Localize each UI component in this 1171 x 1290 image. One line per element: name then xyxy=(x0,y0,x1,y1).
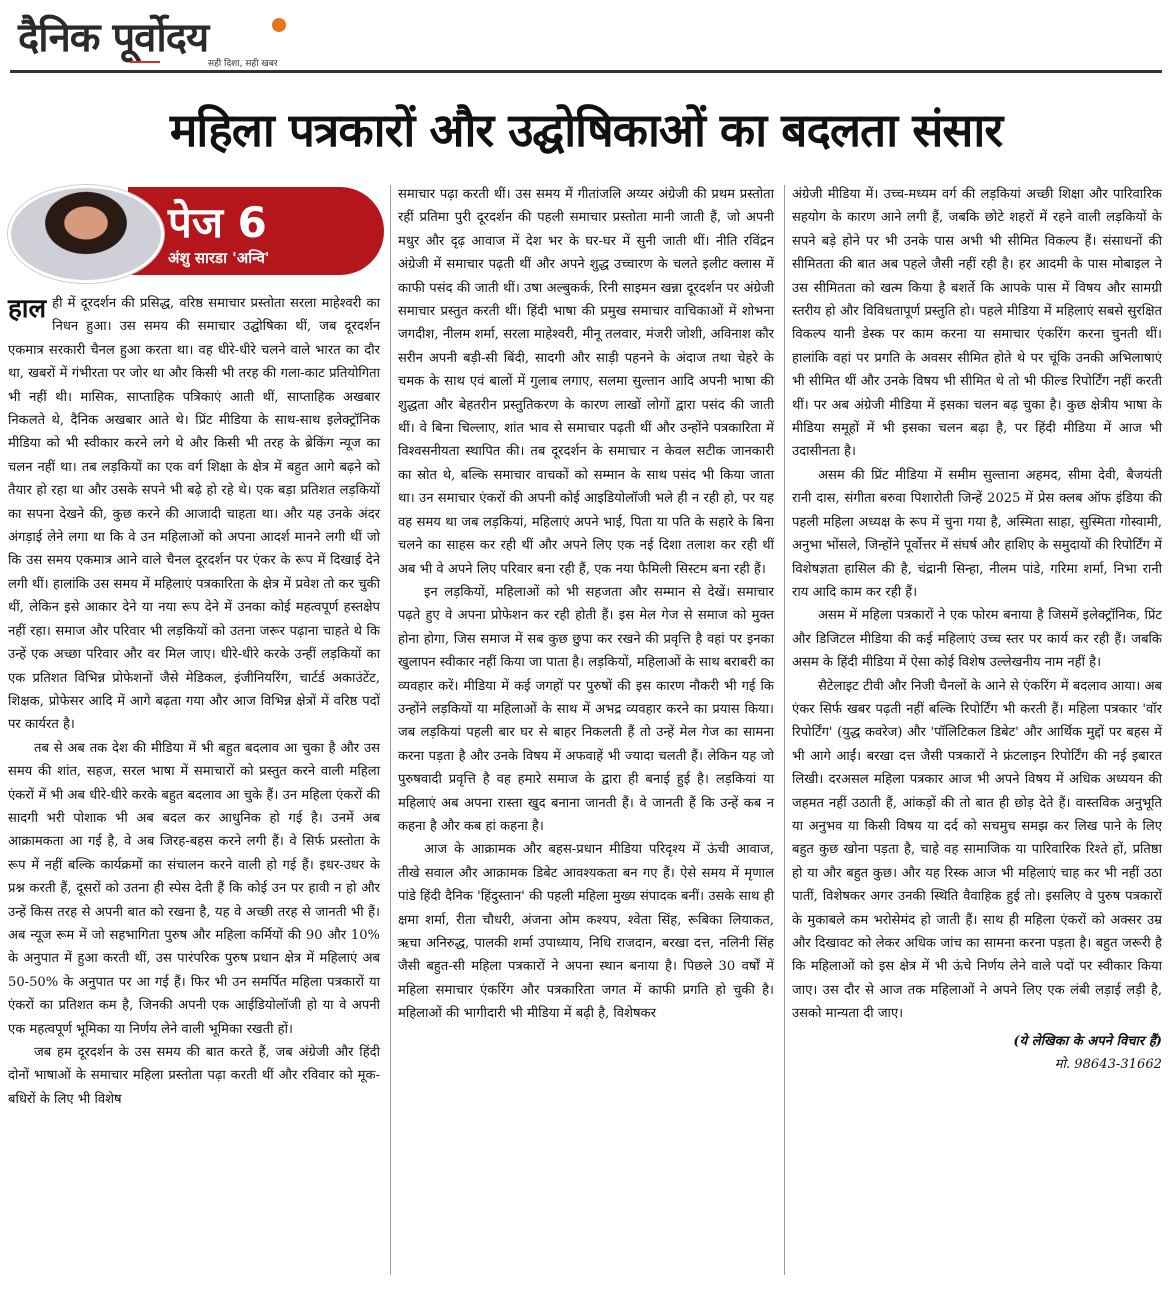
paragraph: असम में महिला पत्रकारों ने एक फोरम बनाया है जिसमें इलेक्ट्रॉनिक, प्रिंट और डिजिटल मीडिया की कई महिलाएं उच्च स्तर पर कार्य कर रही हैं। जबकि असम के हिंदी मीडिया में ऐसा कोई विशेष उल्लेखनीय नाम नहीं है। xyxy=(792,608,1162,671)
paragraph: सैटेलाइट टीवी और निजी चैनलों के आने से एंकरिंग में बदलाव आया। अब एंकर सिर्फ खबर पढ़ती नहीं बल्कि रिपोर्टिंग भी करती हैं। महिला पत्रकार 'वॉर रिपोर्टिंग' (युद्ध कवरेज) और 'पॉलिटिकल डिबेट' और आर्थिक मुद्दों पर बहस में भी आगे आईं। बरखा दत्त जैसी पत्रकारों ने फ्रंटलाइन रिपोर्टिंग की नई इबारत लिखी। दरअसल महिला पत्रकार आज भी अपने विषय में अधिक अध्ययन की जहमत नहीं उठाती हैं, आंकड़ों की तो बात ही छोड़ देते हैं। वास्तविक अनुभूति या अनुभव या किसी विषय या दर्द को सचमुच समझ कर लिख पाने के लिए बहुत कुछ खोना पड़ता है, चाहे वह सामाजिक या पारिवारिक रिश्ते हों, प्रतिष्ठा हो या और बहुत कुछ। और यह रिस्क आज भी महिलाएं चाह कर भी नहीं उठा पातीं, विशेषकर अगर उनकी स्थिति वैवाहिक हुई तो। इसलिए वे पुरुष पत्रकारों के मुकाबले कम भरोसेमंद हो जाती हैं। साथ ही महिला एंकरों को अक्सर उम्र और दिखावट को लेकर अधिक जांच का सामना करना पड़ता है। बहुत जरूरी है कि महिलाओं को इस क्षेत्र में भी ऊंचे निर्णय लेने वाले पदों पर स्वीकार किया जाए। उस दौर से आज तक महिलाओं ने अपने लिए एक लंबी लड़ाई लड़ी है, उसको मान्यता दी जाए। xyxy=(792,678,1162,1022)
paragraph: असम की प्रिंट मीडिया में समीम सुल्ताना अहमद, सीमा देवी, बैजयंती रानी दास, संगीता बरुवा पिशारोती जिन्हें 2025 में प्रेस क्लब ऑफ इंडिया की पहली महिला अध्यक्ष के रूप में चुना गया है, अस्मिता साहा, सुस्मिता गोस्वामी, अनुभा भोंसले, जिन्होंने पूर्वोत्तर में संघर्ष और हाशिए के समुदायों की रिपोर्टिंग में विशेषज्ञता हासिल की है, चंद्रानी सिन्हा, नीलम पांडे, गरिमा शर्मा, निभा रानी राय आदि काम कर रही हैं। xyxy=(792,467,1162,600)
article-column-1 xyxy=(8,292,380,1282)
logo-dot-icon xyxy=(272,18,286,32)
author-disclaimer: (ये लेखिका के अपने विचार हैं) xyxy=(1013,1033,1162,1049)
paragraph: समाचार पढ़ा करती थीं। उस समय में गीतांजलि अय्यर अंग्रेजी की प्रथम प्रस्तोता रहीं प्रतिमा पुरी दूरदर्शन की पहली समाचार प्रस्तोता मानी जाती हैं, जो अपनी मधुर और दृढ़ आवाज में देश भर के घर-घर में सुनी जाती थीं। नीति रविंद्रन अंग्रेजी में समाचार पढ़ती थीं और अपने शुद्ध उच्चारण के चलते इलीट क्लास में काफी पसंद की जाती थीं। उषा अल्बुकर्क, रिनी साइमन खन्ना दूरदर्शन पर अंग्रेजी समाचार प्रस्तुत करती थीं। हिंदी भाषा की प्रमुख समाचार वाचिकाओं में शोभना जगदीश, नीलम शर्मा, सरला माहेश्वरी, मीनू तलवार, मंजरी जोशी, अविनाश कौर सरीन अपनी बड़ी-सी बिंदी, सादगी और साड़ी पहनने के अंदाज तथा चेहरे के चमक के साथ एवं बालों में गुलाब लगाए, सलमा सुल्तान आदि अपनी भाषा की शुद्धता और बेहतरीन प्रस्तुतिकरण के कारण लाखों लोगों द्वारा पसंद की जाती थीं। वे बिना चिल्लाए, शांत भाव से समाचार पढ़ती थीं और उन्होंने पत्रकारिता में विश्वसनीयता स्थापित की। तब दूरदर्शन के समाचार न केवल सटीक जानकारी का स्रोत थे, बल्कि समाचार वाचकों को सम्मान के साथ पसंद भी किया जाता था। उन समाचार एंकरों की अपनी कोई आइडियोलॉजी भले ही न रही हो, पर यह वह समय था जब लड़कियां, महिलाएं अपने भाई, पिता या पति के सहारे के बिना चलने का साहस कर रही थीं और अपने लिए एक नई दिशा तलाश कर रही थीं अब भी वे अपने लिए परिवार बना रही हैं, एक नया फैमिली सिस्टम बना रही हैं। xyxy=(398,187,774,577)
headline: महिला पत्रकारों और उद्घोषिकाओं का बदलता संसार xyxy=(169,103,1003,157)
divider xyxy=(130,61,160,63)
dropcap: हाल xyxy=(8,294,47,324)
column-divider xyxy=(390,185,391,1275)
column-divider xyxy=(784,185,785,1275)
paragraph: तब से अब तक देश की मीडिया में भी बहुत बदलाव आ चुका है और उस समय की शांत, सहज, सरल भाषा में समाचारों को प्रस्तुत करने वाली महिला एंकरों में भी अब धीरे-धीरे करके बहुत बदलाव आ चुके हैं। उन महिला एंकरों की सादगी भरी पोशाक भी अब बदल कर आधुनिक हो गई है। उनमें अब आक्रामकता आ गई है, वे अब जिरह-बहस करने लगी हैं। वे सिर्फ प्रस्तोता के रूप में नहीं बल्कि कार्यक्रमों का संचालन करने वाली हो गई हैं। इधर-उधर के प्रश्न करती हैं, दूसरों को उतना ही स्पेस देती हैं कि कोई उन पर हावी न हो और उन्हें किस तरह से अपनी बात को रखना है, यह वे अच्छी तरह से जानती भी हैं। अब न्यूज रूम में जो सहभागिता पुरुष और महिला कर्मियों की 90 और 10% के अनुपात में हुआ करती थीं, उस पारंपरिक पुरुष प्रधान क्षेत्र में महिलाएं अब 50-50% के अनुपात पर आ गई हैं। फिर भी उन समर्पित महिला पत्रकारों या एंकरों का प्रतिशत कम है, जिनकी अपनी एक आईडियोलॉजी हो या वे अपनी एक महत्वपूर्ण भूमिका या निर्णय लेने वाली भूमिका रखती हों। xyxy=(8,740,380,1037)
paragraph: आज के आक्रामक और बहस-प्रधान मीडिया परिदृश्य में ऊंची आवाज, तीखे सवाल और आक्रामक डिबेट आवश्यकता बन गए हैं। ऐसे समय में मृणाल पांडे हिंदी दैनिक 'हिंदुस्तान' की पहली महिला मुख्य संपादक बनीं। उसके साथ ही क्षमा शर्मा, रीता चौधरी, अंजना ओम कश्यप, श्वेता सिंह, रूबिका लियाकत, ऋचा अनिरुद्ध, पालकी शर्मा उपाध्याय, निधि राजदान, बरखा दत्त, नलिनी सिंह जैसी बहुत-सी महिला पत्रकारों ने अपना स्थान बनाया है। पिछले 30 वर्षों में महिला समाचार एंकरिंग और पत्रकारिता जगत में काफी प्रगति हो चुकी है। महिलाओं की भागीदारी भी मीडिया में बढ़ी है, विशेषकर xyxy=(398,842,774,1022)
byline-box xyxy=(8,185,380,280)
top-rule xyxy=(10,70,1162,73)
paragraph xyxy=(8,292,380,737)
article-column-3 xyxy=(792,183,1162,1283)
masthead xyxy=(10,6,290,72)
newspaper-tagline: सही दिशा, सही खबर xyxy=(208,59,278,69)
paragraph: जब हम दूरदर्शन के उस समय की बात करते हैं, जब अंग्रेजी और हिंदी दोनों भाषाओं के समाचार महिला प्रस्तोता पढ़ा करती थीं और रविवार को मूक-बधिरों के लिए भी विशेष xyxy=(8,1045,380,1107)
author-name: अंशु सारडा 'अन्वि' xyxy=(168,249,270,267)
author-phone: मो. 98643-31662 xyxy=(1054,1057,1162,1073)
newspaper-title: दैनिक पूर्वोदय xyxy=(18,15,209,61)
paragraph: अंग्रेजी मीडिया में। उच्च-मध्यम वर्ग की लड़कियां अच्छी शिक्षा और पारिवारिक सहयोग के कारण आने लगी हैं, जबकि छोटे शहरों में रहने वाली लड़कियों के सपने बड़े होने पर भी उनके पास अभी भी सीमित विकल्प हैं। संसाधनों की सीमितता की बात अब पहले जैसी नहीं रही है। हर आदमी के पास मोबाइल ने उस सीमितता को खत्म किया है बशर्ते कि आपके पास में विषय और सामग्री स्तरीय हो और विविधतापूर्ण प्रस्तुति हो। पहले मीडिया में महिलाएं सबसे सुरक्षित विकल्प यानी डेस्क पर काम करना या समाचार एंकरिंग करना चुनती थीं। हालांकि वहां पर प्रगति के अवसर सीमित होते थे पर चूंकि उनकी अभिलाषाएं भी सीमित थीं और उनके विषय भी सीमित थे तो भी फील्ड रिपोर्टिंग नहीं करती थीं। पर अब अंग्रेजी मीडिया में इसका चलन बढ़ चुका है। कुछ क्षेत्रीय भाषा के मीडिया समूहों में भी इसका चलन बढ़ा है, पर हिंदी मीडिया में आज भी उदासीनता है। xyxy=(792,187,1162,460)
page-label: पेज 6 xyxy=(168,198,267,247)
article-column-2 xyxy=(398,183,774,1283)
paragraph-text: ही में दूरदर्शन की प्रसिद्ध, वरिष्ठ समाचार प्रस्तोता सरला माहेश्वरी का निधन हुआ। उस समय की समाचार उद्घोषिका थीं, जब दूरदर्शन एकमात्र सरकारी चैनल हुआ करता था। वह धीरे-धीरे चलने वाले भारत का दौर था, खबरों में गंभीरता पर जोर था और किसी भी तरह की गला-काट प्रतियोगिता भी नहीं थी। मासिक, साप्ताहिक पत्रिकाएं आती थीं, साप्ताहिक अखबार निकलते थे, दैनिक अखबार आते थे। प्रिंट मीडिया के साथ-साथ इलेक्ट्रॉनिक मीडिया को भी स्वीकार करने लगे थे और किसी भी तरह के ब्रेकिंग न्यूज का चलन नहीं था। तब लड़कियों का एक वर्ग शिक्षा के क्षेत्र में बहुत आगे बढ़ने को तैयार हो रहा था और उसके सपने भी बढ़े हो रहे थे। एक बड़ा प्रतिशत लड़कियों का सपना देखने की, कुछ करने की आजादी चाहता था। और यह उनके अंदर अंगड़ाई लेने लगा था कि वे उन महिलाओं को अपना आदर्श मानने लगी थीं जो कि उस समय एकमात्र आने वाले चैनल दूरदर्शन पर एंकर के रूप में दिखाई देने लगी थीं। हालांकि उस समय में महिलाएं पत्रकारिता के क्षेत्र में प्रवेश तो कर चुकी थीं, लेकिन इसे आकार देने या नया रूप देने में उनका कोई महत्वपूर्ण हस्तक्षेप नहीं रहा। समाज और परिवार भी लड़कियों को उतना जरूर पढ़ाना चाहते थे कि उन्हें एक अच्छा परिवार और वर मिल जाए। धीरे-धीरे करके उन्हीं लड़कियों का एक प्रतिशत विभिन्न प्रोफेशनों जैसे मेडिकल, इंजीनियरिंग, चार्टर्ड अकाउंटेंट, शिक्षक, प्रोफेसर आदि में आगे बढ़ता गया और आज विभिन्न क्षेत्रों में वरिष्ठ पदों पर कार्यरत है। xyxy=(8,296,380,733)
paragraph: इन लड़कियों, महिलाओं को भी सहजता और सम्मान से देखें। समाचार पढ़ते हुए वे अपना प्रोफेशन कर रही होती हैं। इस मेल गेज से समाज को मुक्त होना होगा, जिस समाज में सब कुछ छुपा कर रखने की प्रवृत्ति है वहां पर इनका खुलापन स्वीकार नहीं किया जा पाता है। लड़कियों, महिलाओं के साथ बराबरी का व्यवहार करें। मीडिया में कई जगहों पर पुरुषों की इस कारण नौकरी भी गई कि उन्होंने लड़कियों या महिलाओं के साथ में अभद्र व्यवहार करने का प्रयास किया। जब लड़कियां पहली बार घर से बाहर निकलती हैं तो उन्हें मेल गेज का सामना करना पड़ता है और उनके विषय में अफवाहें भी ज्यादा चलती हैं। लेकिन यह जो पुरुषवादी प्रवृत्ति है वह हमारे समाज के द्वारा ही बनाई हुई है। लड़कियां या महिलाएं अब अपना रास्ता खुद बनाना जानती हैं। वे जानती हैं कि उन्हें कब न कहना है और कब हां कहना है। xyxy=(398,584,774,834)
author-photo xyxy=(8,185,164,283)
